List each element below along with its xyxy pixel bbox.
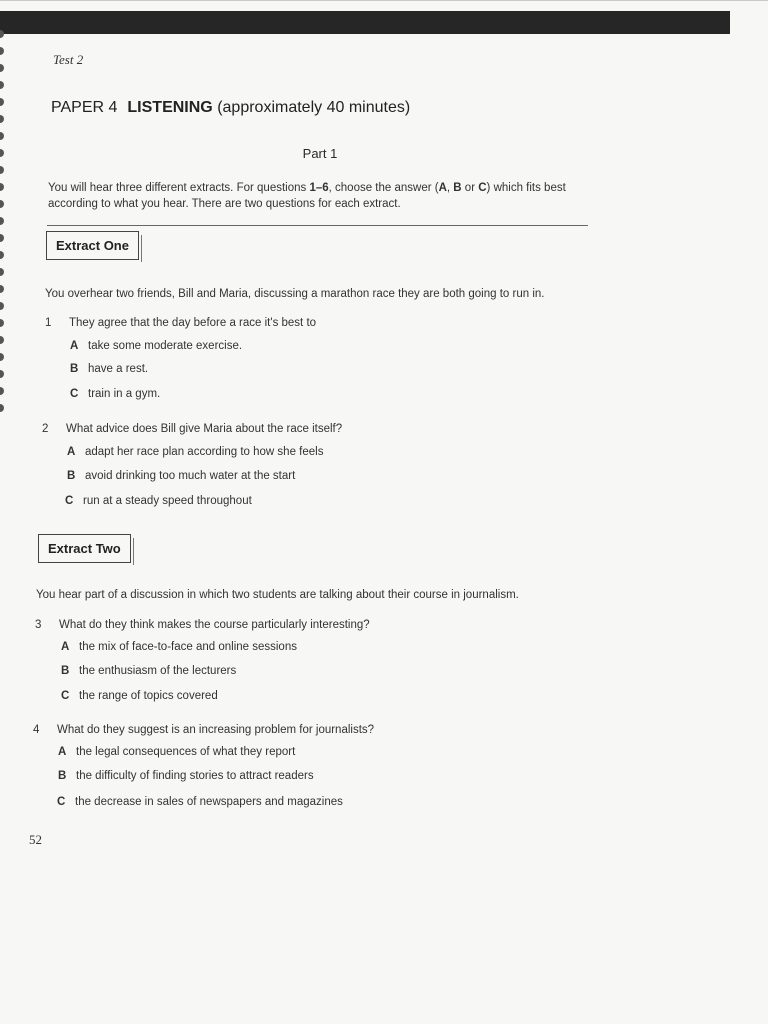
question-2 — [42, 423, 342, 435]
question-text: What do they think makes the course particularly interesting? — [59, 619, 370, 631]
option-1b: B have a rest. — [70, 363, 149, 375]
question-3 — [35, 619, 370, 631]
question-number: 2 — [42, 423, 49, 435]
question-4 — [33, 724, 374, 736]
option-1c: C train in a gym. — [70, 388, 161, 400]
option-2c: C run at a steady speed throughout — [65, 495, 252, 507]
question-number: 4 — [33, 724, 40, 736]
section-divider — [47, 225, 588, 226]
option-3c: C the range of topics covered — [61, 690, 218, 702]
question-1 — [45, 317, 316, 329]
option-4b: B the difficulty of finding stories to attract readers — [58, 770, 314, 782]
option-4c: C the decrease in sales of newspapers and magazines — [57, 796, 343, 808]
extract-one-heading: Extract One — [46, 231, 139, 260]
option-4a: A the legal consequences of what they report — [58, 746, 296, 758]
extract-one-intro: You overhear two friends, Bill and Maria, discussing a marathon race they are both going to run in. — [45, 288, 545, 300]
question-text: What advice does Bill give Maria about the race itself? — [66, 423, 343, 435]
listening-label: LISTENING — [127, 99, 213, 116]
question-number: 3 — [35, 619, 42, 631]
option-1a: A take some moderate exercise. — [70, 340, 243, 352]
question-text: They agree that the day before a race it's best to — [69, 317, 317, 329]
part-title: Part 1 — [302, 146, 338, 161]
instructions: You will hear three different extracts. For questions 1–6, choose the answer (A, B or C) which fits best according to what you hear. There are two questions for each extract. — [48, 182, 566, 210]
option-3b: B the enthusiasm of the lecturers — [61, 665, 237, 677]
question-number: 1 — [45, 317, 52, 329]
page-number: 52 — [29, 832, 42, 847]
paper-label: PAPER 4 — [51, 99, 118, 116]
option-2b: B avoid drinking too much water at the start — [67, 470, 296, 482]
extract-two-intro: You hear part of a discussion in which two students are talking about their course in journalism. — [36, 589, 519, 601]
duration-label: (approximately 40 minutes) — [217, 99, 411, 116]
option-2a: A adapt her race plan according to how she feels — [67, 446, 324, 458]
extract-two-heading: Extract Two — [38, 534, 131, 563]
paper-title — [51, 99, 410, 117]
question-text: What do they suggest is an increasing problem for journalists? — [57, 724, 375, 736]
option-3a: A the mix of face-to-face and online sessions — [61, 641, 297, 653]
test-label: Test 2 — [53, 52, 84, 67]
